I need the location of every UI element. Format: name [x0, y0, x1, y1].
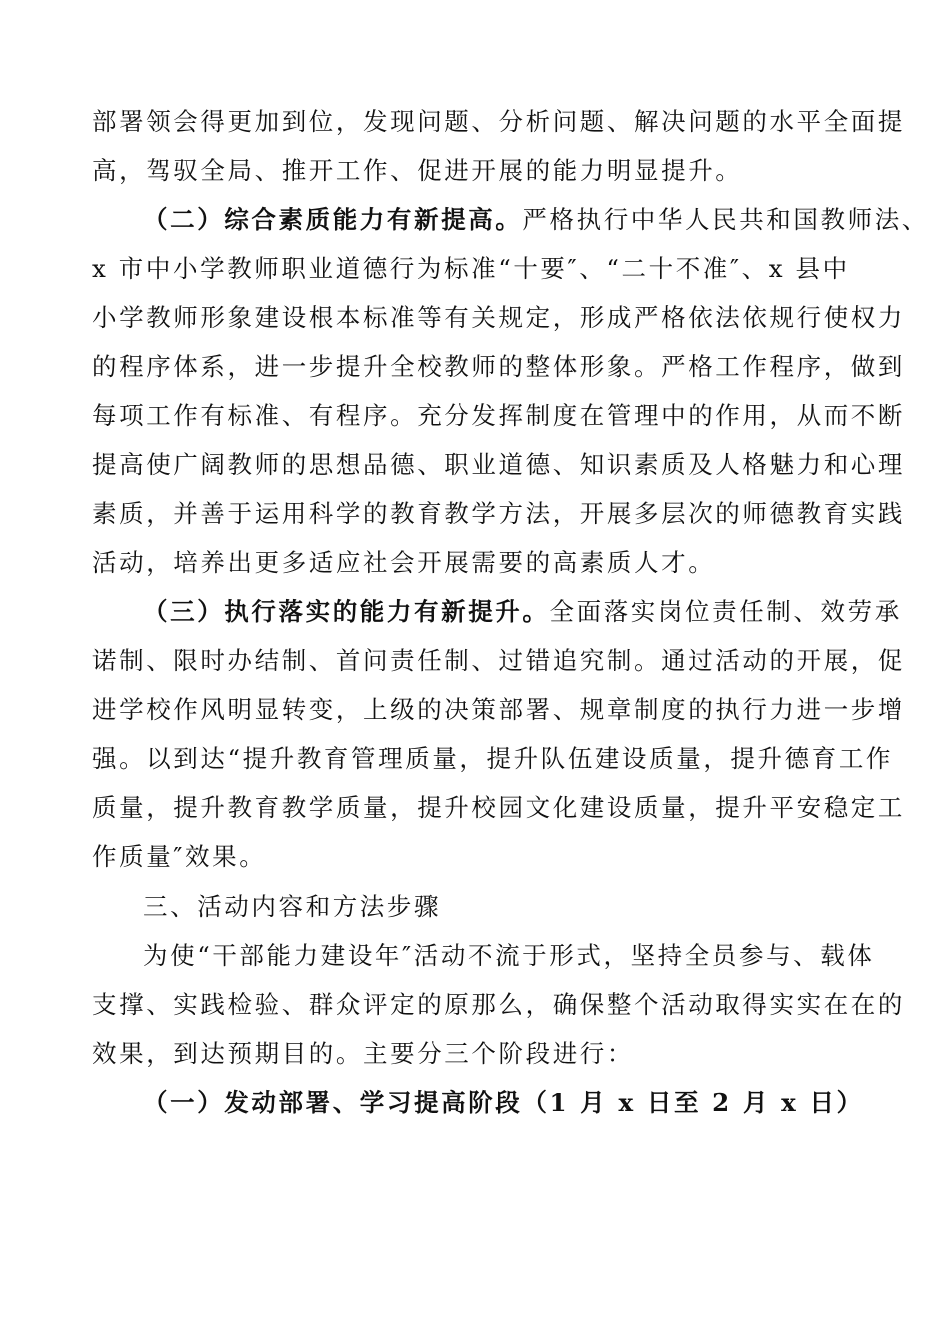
line-text: 质量，提升教育教学质量，提升校园文化建设质量，提升平安稳定工 [92, 793, 905, 822]
line-text: 效果，到达预期目的。主要分三个阶段进行： [92, 1039, 634, 1068]
line-text: x 市中小学教师职业道德行为标准“十要″、“二十不准″、x 县中 [92, 254, 850, 283]
line-text: 每项工作有标准、有程序。充分发挥制度在管理中的作用，从而不断 [92, 401, 905, 430]
paragraph-line [92, 842, 266, 872]
line-text: 强。以到达“提升教育管理质量，提升队伍建设质量，提升德育工作 [92, 744, 894, 773]
paragraph-line [92, 1039, 634, 1069]
section-heading-line [143, 205, 929, 235]
line-text: 严格执行中华人民共和国教师法、 [522, 205, 929, 234]
paragraph-line [143, 941, 874, 971]
paragraph-line [92, 254, 850, 284]
section-heading: （三）执行落实的能力有新提升。 [143, 597, 550, 626]
section-heading: （一）发动部署、学习提高阶段（1 月 x 日至 2 月 x 日） [143, 1088, 864, 1117]
section-heading-line [143, 1088, 864, 1118]
paragraph-line [92, 107, 905, 137]
section-heading-line [143, 597, 902, 627]
chapter-heading: 三、活动内容和方法步骤 [143, 892, 442, 921]
paragraph-line [92, 744, 893, 774]
line-text: 素质，并善于运用科学的教育教学方法，开展多层次的师德教育实践 [92, 499, 905, 528]
line-text: 支撑、实践检验、群众评定的原那么，确保整个活动取得实实在在的 [92, 990, 905, 1019]
line-text: 作质量″效果。 [92, 842, 267, 871]
line-text: 进学校作风明显转变，上级的决策部署、规章制度的执行力进一步增 [92, 695, 905, 724]
paragraph-line [92, 646, 905, 676]
line-text: 部署领会得更加到位，发现问题、分析问题、解决问题的水平全面提 [92, 107, 905, 136]
line-text: 活动，培养出更多适应社会开展需要的高素质人才。 [92, 548, 716, 577]
paragraph-line [92, 695, 905, 725]
paragraph-line [92, 401, 905, 431]
line-text: 高，驾驭全局、推开工作、促进开展的能力明显提升。 [92, 156, 743, 185]
paragraph-line [92, 499, 905, 529]
paragraph-line [92, 793, 905, 823]
line-text: 全面落实岗位责任制、效劳承 [549, 597, 902, 626]
paragraph-line [92, 352, 905, 382]
paragraph-line [92, 548, 715, 578]
line-text: 诺制、限时办结制、首问责任制、过错追究制。通过活动的开展，促 [92, 646, 905, 675]
line-text: 提高使广阔教师的思想品德、职业道德、知识素质及人格魅力和心理 [92, 450, 905, 479]
line-text: 小学教师形象建设根本标准等有关规定，形成严格依法依规行使权力 [92, 303, 905, 332]
paragraph-line [92, 990, 905, 1020]
paragraph-line [92, 303, 905, 333]
line-text: 为使“干部能力建设年″活动不流于形式，坚持全员参与、载体 [143, 941, 875, 970]
chapter-heading-line [143, 892, 441, 922]
line-text: 的程序体系，进一步提升全校教师的整体形象。严格工作程序，做到 [92, 352, 905, 381]
paragraph-line [92, 450, 905, 480]
section-heading: （二）综合素质能力有新提高。 [143, 205, 523, 234]
paragraph-line [92, 156, 742, 186]
